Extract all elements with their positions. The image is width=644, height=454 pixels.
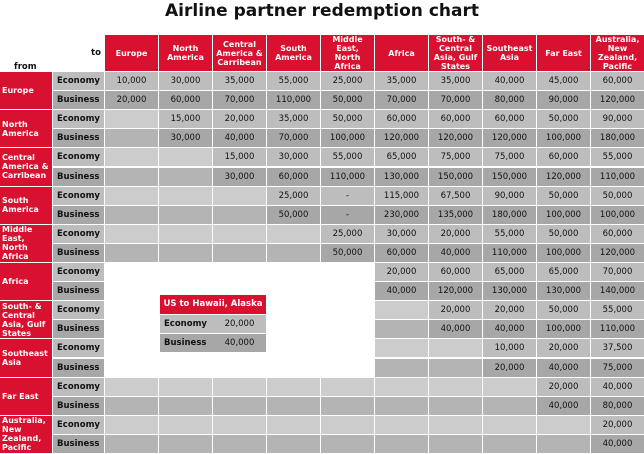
table-cell xyxy=(159,244,212,262)
table-cell: 90,000 xyxy=(591,110,644,128)
table-cell: 10,000 xyxy=(105,72,158,90)
table-cell: 70,000 xyxy=(429,91,482,109)
economy-label: Economy xyxy=(53,378,104,396)
table-cell: 110,000 xyxy=(591,320,644,338)
table-cell: - xyxy=(321,206,374,224)
table-cell: 20,000 xyxy=(591,416,644,434)
table-cell: 60,000 xyxy=(429,110,482,128)
table-cell xyxy=(105,187,158,205)
table-cell: 50,000 xyxy=(321,91,374,109)
table-cell: 80,000 xyxy=(591,397,644,415)
page-title: Airline partner redemption chart xyxy=(165,1,479,21)
table-cell xyxy=(105,148,158,166)
table-cell xyxy=(429,339,482,357)
table-cell xyxy=(105,168,158,186)
table-cell: 35,000 xyxy=(267,110,320,128)
table-cell: 60,000 xyxy=(375,110,428,128)
table-cell: 15,000 xyxy=(213,148,266,166)
table-cell: 70,000 xyxy=(591,263,644,281)
table-cell: 140,000 xyxy=(591,282,644,300)
table-cell: 90,000 xyxy=(483,187,536,205)
table-cell: 20,000 xyxy=(537,378,590,396)
table-cell: 110,000 xyxy=(267,91,320,109)
table-cell: 70,000 xyxy=(213,91,266,109)
table-cell xyxy=(375,416,428,434)
table-cell xyxy=(159,416,212,434)
table-cell xyxy=(213,187,266,205)
table-cell: 150,000 xyxy=(429,168,482,186)
table-cell: 70,000 xyxy=(375,91,428,109)
table-cell: 50,000 xyxy=(267,206,320,224)
table-cell: 25,000 xyxy=(267,187,320,205)
business-label: Business xyxy=(53,359,104,377)
table-cell: 110,000 xyxy=(321,168,374,186)
table-cell: 130,000 xyxy=(537,282,590,300)
table-cell: 30,000 xyxy=(159,72,212,90)
row-header: Europe xyxy=(0,72,52,109)
table-cell: 100,000 xyxy=(537,129,590,147)
table-cell xyxy=(213,244,266,262)
column-header: South America xyxy=(267,35,320,71)
row-header: South America xyxy=(0,187,52,224)
table-cell: 100,000 xyxy=(537,206,590,224)
table-cell xyxy=(159,187,212,205)
business-label: Business xyxy=(53,129,104,147)
table-cell xyxy=(321,435,374,453)
table-cell: 20,000 xyxy=(213,110,266,128)
table-cell: 40,000 xyxy=(537,397,590,415)
hawaii-economy-value: 20,000 xyxy=(213,315,266,333)
table-cell: 100,000 xyxy=(591,206,644,224)
table-cell: 37,500 xyxy=(591,339,644,357)
table-cell: 60,000 xyxy=(591,72,644,90)
table-cell: 50,000 xyxy=(591,187,644,205)
table-cell: 120,000 xyxy=(483,129,536,147)
table-cell: 30,000 xyxy=(159,129,212,147)
table-cell xyxy=(105,435,158,453)
economy-label: Economy xyxy=(53,263,104,281)
row-header: Far East xyxy=(0,378,52,415)
from-label: from xyxy=(14,62,37,72)
table-cell xyxy=(321,378,374,396)
table-cell: 100,000 xyxy=(537,320,590,338)
table-cell: 120,000 xyxy=(429,282,482,300)
table-cell: 20,000 xyxy=(483,301,536,319)
table-cell: 65,000 xyxy=(483,263,536,281)
table-cell: 25,000 xyxy=(321,225,374,243)
table-cell xyxy=(159,148,212,166)
table-cell: 150,000 xyxy=(483,168,536,186)
table-cell: 67,500 xyxy=(429,187,482,205)
table-cell: 120,000 xyxy=(591,244,644,262)
table-cell: 55,000 xyxy=(267,72,320,90)
business-label: Business xyxy=(53,244,104,262)
economy-label: Economy xyxy=(53,301,104,319)
table-cell: 50,000 xyxy=(537,110,590,128)
table-cell xyxy=(159,225,212,243)
business-label: Business xyxy=(53,168,104,186)
table-cell: 40,000 xyxy=(483,72,536,90)
hawaii-business-label: Business xyxy=(160,334,213,352)
column-header: Central America & Carribean xyxy=(213,35,266,71)
table-cell xyxy=(375,301,428,319)
table-cell: 20,000 xyxy=(483,359,536,377)
business-label: Business xyxy=(53,435,104,453)
table-cell xyxy=(375,435,428,453)
table-cell: 30,000 xyxy=(267,148,320,166)
table-cell xyxy=(159,206,212,224)
table-cell: 20,000 xyxy=(375,263,428,281)
table-cell: 115,000 xyxy=(375,187,428,205)
table-cell: 120,000 xyxy=(429,129,482,147)
table-cell: 45,000 xyxy=(537,72,590,90)
column-header: Southeast Asia xyxy=(483,35,536,71)
table-cell: 40,000 xyxy=(375,282,428,300)
table-cell xyxy=(159,378,212,396)
table-cell xyxy=(267,378,320,396)
table-cell: 20,000 xyxy=(105,91,158,109)
table-cell xyxy=(267,225,320,243)
table-cell xyxy=(375,359,428,377)
table-cell: 60,000 xyxy=(537,148,590,166)
table-cell xyxy=(213,225,266,243)
table-cell: 40,000 xyxy=(483,320,536,338)
table-cell xyxy=(375,339,428,357)
table-cell xyxy=(105,244,158,262)
economy-label: Economy xyxy=(53,72,104,90)
business-label: Business xyxy=(53,282,104,300)
table-cell: 40,000 xyxy=(591,378,644,396)
table-cell xyxy=(429,378,482,396)
table-cell xyxy=(213,206,266,224)
economy-label: Economy xyxy=(53,148,104,166)
column-header: Europe xyxy=(105,35,158,71)
table-cell: 40,000 xyxy=(429,244,482,262)
table-cell: 60,000 xyxy=(159,91,212,109)
table-cell: 60,000 xyxy=(591,225,644,243)
business-label: Business xyxy=(53,206,104,224)
table-cell: 35,000 xyxy=(429,72,482,90)
table-cell xyxy=(159,435,212,453)
table-cell: 50,000 xyxy=(537,301,590,319)
table-cell: 60,000 xyxy=(375,244,428,262)
table-cell: 55,000 xyxy=(591,148,644,166)
table-cell: 15,000 xyxy=(159,110,212,128)
table-cell: 90,000 xyxy=(537,91,590,109)
table-cell xyxy=(105,225,158,243)
table-cell: 180,000 xyxy=(483,206,536,224)
economy-label: Economy xyxy=(53,339,104,357)
table-cell xyxy=(105,206,158,224)
hawaii-business-value: 40,000 xyxy=(213,334,266,352)
table-cell: 50,000 xyxy=(321,244,374,262)
table-cell: 120,000 xyxy=(591,91,644,109)
table-cell xyxy=(213,397,266,415)
column-header: Africa xyxy=(375,35,428,71)
table-cell: 40,000 xyxy=(537,359,590,377)
table-cell: 55,000 xyxy=(483,225,536,243)
table-cell: 20,000 xyxy=(537,339,590,357)
table-cell xyxy=(213,378,266,396)
table-cell xyxy=(375,320,428,338)
table-cell: 110,000 xyxy=(591,168,644,186)
hawaii-alaska-box xyxy=(160,295,266,353)
table-cell: 130,000 xyxy=(483,282,536,300)
economy-label: Economy xyxy=(53,416,104,434)
row-header: Middle East, North Africa xyxy=(0,225,52,262)
table-cell xyxy=(105,378,158,396)
economy-label: Economy xyxy=(53,187,104,205)
table-cell xyxy=(159,397,212,415)
table-cell: 60,000 xyxy=(267,168,320,186)
hawaii-economy-label: Economy xyxy=(160,315,213,333)
table-cell: 40,000 xyxy=(213,129,266,147)
hawaii-title: US to Hawaii, Alaska xyxy=(160,295,266,314)
table-cell: 65,000 xyxy=(537,263,590,281)
column-header: North America xyxy=(159,35,212,71)
row-header: Australia, New Zealand, Pacific xyxy=(0,416,52,453)
table-cell xyxy=(105,129,158,147)
column-header: Middle East, North Africa xyxy=(321,35,374,71)
business-label: Business xyxy=(53,91,104,109)
table-cell xyxy=(483,435,536,453)
table-cell: 30,000 xyxy=(375,225,428,243)
table-cell xyxy=(429,359,482,377)
table-cell xyxy=(267,416,320,434)
table-cell: 10,000 xyxy=(483,339,536,357)
table-cell xyxy=(321,397,374,415)
table-cell xyxy=(429,397,482,415)
table-cell xyxy=(483,416,536,434)
business-label: Business xyxy=(53,320,104,338)
table-cell: 20,000 xyxy=(429,225,482,243)
table-cell xyxy=(267,435,320,453)
table-cell xyxy=(429,435,482,453)
economy-label: Economy xyxy=(53,225,104,243)
table-cell: 40,000 xyxy=(429,320,482,338)
column-header: South- & Central Asia, Gulf States xyxy=(429,35,482,71)
to-label: to xyxy=(91,48,101,58)
economy-label: Economy xyxy=(53,110,104,128)
table-cell: 75,000 xyxy=(429,148,482,166)
table-cell: 20,000 xyxy=(429,301,482,319)
table-cell: 120,000 xyxy=(537,168,590,186)
table-cell: 35,000 xyxy=(213,72,266,90)
table-cell: 50,000 xyxy=(321,110,374,128)
table-cell: 180,000 xyxy=(591,129,644,147)
table-cell: 55,000 xyxy=(591,301,644,319)
table-cell xyxy=(159,168,212,186)
column-header: Far East xyxy=(537,35,590,71)
table-cell: 70,000 xyxy=(267,129,320,147)
table-cell: 100,000 xyxy=(321,129,374,147)
table-cell xyxy=(213,435,266,453)
table-cell: 65,000 xyxy=(375,148,428,166)
table-cell: 25,000 xyxy=(321,72,374,90)
table-cell xyxy=(105,416,158,434)
table-cell xyxy=(375,397,428,415)
table-cell xyxy=(213,416,266,434)
table-cell: 35,000 xyxy=(375,72,428,90)
table-cell: 50,000 xyxy=(537,225,590,243)
table-cell xyxy=(267,244,320,262)
row-header: Central America & Carribean xyxy=(0,148,52,185)
table-cell xyxy=(321,416,374,434)
table-cell: - xyxy=(321,187,374,205)
row-header: Africa xyxy=(0,263,52,300)
row-header: South- & Central Asia, Gulf States xyxy=(0,301,52,338)
table-cell xyxy=(537,435,590,453)
table-cell: 60,000 xyxy=(429,263,482,281)
table-cell: 135,000 xyxy=(429,206,482,224)
table-cell: 40,000 xyxy=(591,435,644,453)
table-cell xyxy=(105,397,158,415)
table-cell xyxy=(375,378,428,396)
table-cell: 30,000 xyxy=(213,168,266,186)
table-cell: 130,000 xyxy=(375,168,428,186)
table-cell: 120,000 xyxy=(375,129,428,147)
table-cell xyxy=(537,416,590,434)
table-cell: 60,000 xyxy=(483,110,536,128)
row-header: North America xyxy=(0,110,52,147)
table-cell: 110,000 xyxy=(483,244,536,262)
column-header: Australia, New Zealand, Pacific xyxy=(591,35,644,71)
table-cell: 230,000 xyxy=(375,206,428,224)
table-cell: 75,000 xyxy=(483,148,536,166)
row-header: Southeast Asia xyxy=(0,339,52,376)
table-cell: 80,000 xyxy=(483,91,536,109)
table-cell: 75,000 xyxy=(591,359,644,377)
table-cell xyxy=(483,397,536,415)
table-cell xyxy=(105,110,158,128)
table-cell: 50,000 xyxy=(537,187,590,205)
table-cell: 100,000 xyxy=(537,244,590,262)
table-cell: 55,000 xyxy=(321,148,374,166)
table-cell xyxy=(267,397,320,415)
table-cell xyxy=(429,416,482,434)
table-cell xyxy=(483,378,536,396)
business-label: Business xyxy=(53,397,104,415)
